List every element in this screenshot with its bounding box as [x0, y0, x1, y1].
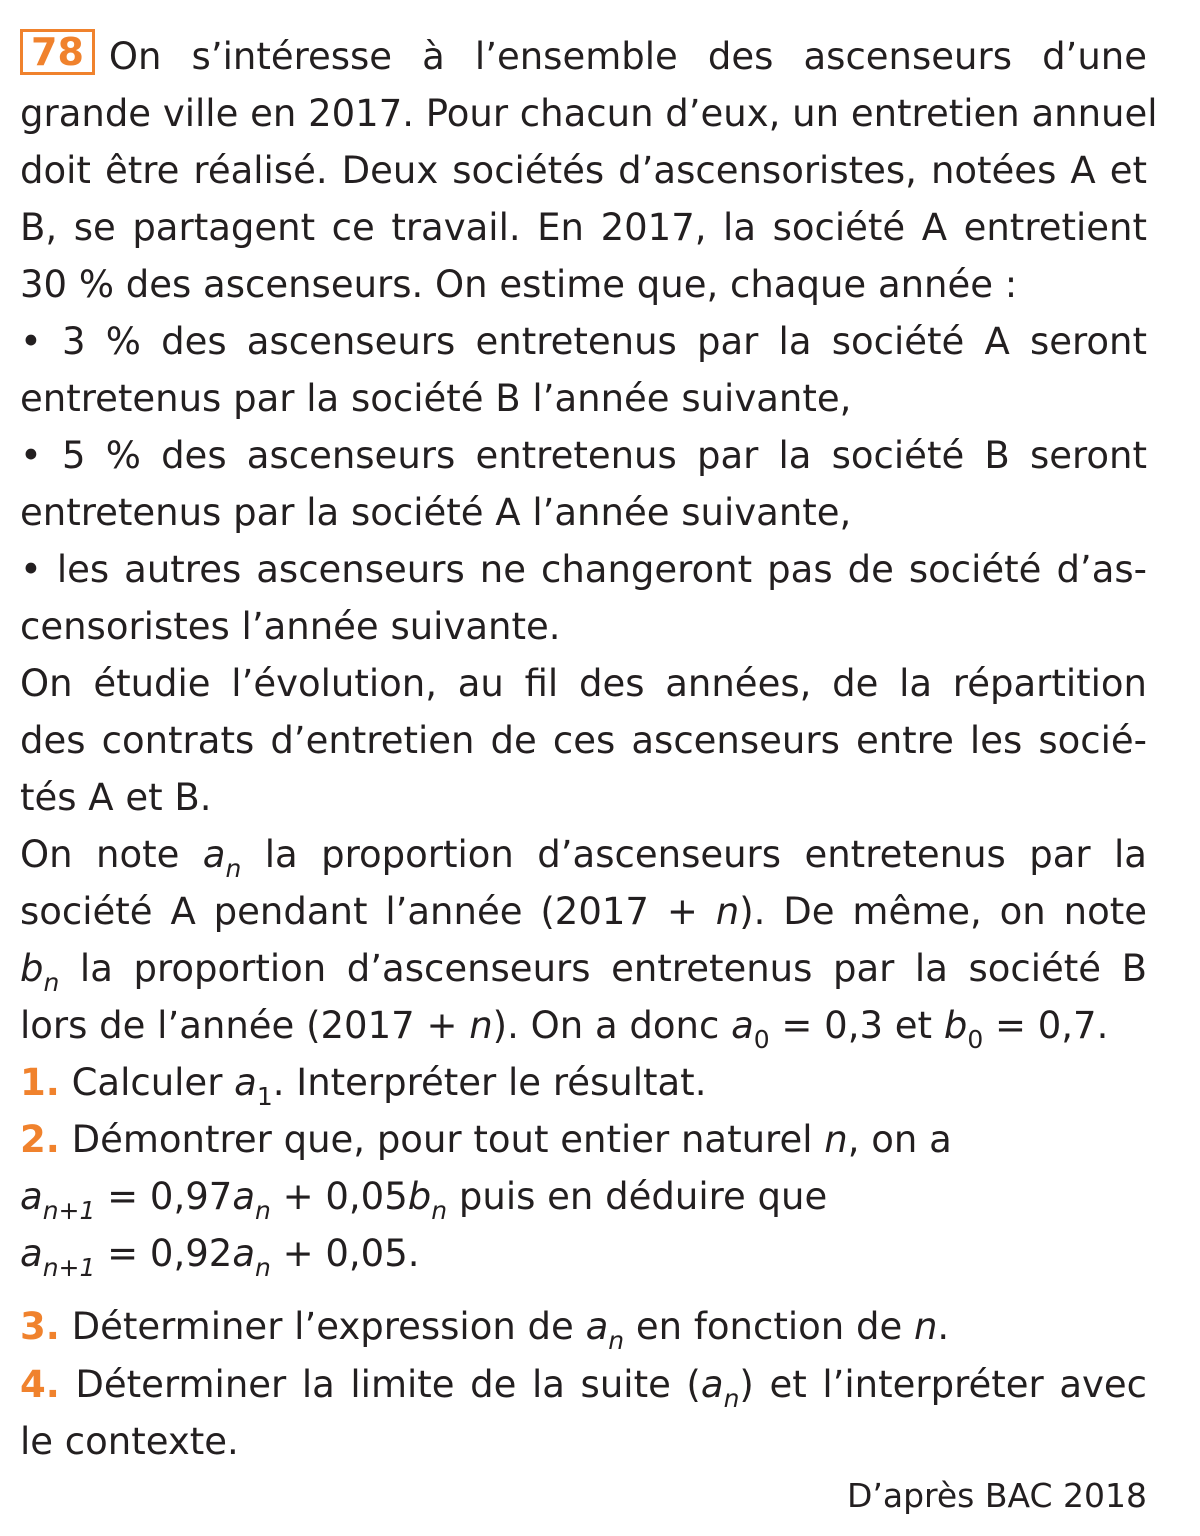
text-segment: n [469, 1004, 493, 1047]
text-segment: la proportion d’ascenseurs entretenus par la [241, 833, 1147, 876]
text-segment: = 0,97 [95, 1175, 233, 1218]
text-segment: + 0,05. [270, 1232, 420, 1275]
question-1 [20, 1054, 1147, 1111]
text-segment: a [234, 1061, 257, 1104]
bullet-2-line-2: entretenus par la société A l’année suivante, [20, 491, 852, 534]
text-segment: b [943, 1004, 968, 1047]
question-1-number: 1. [20, 1061, 60, 1104]
text-segment: b [20, 947, 44, 990]
notation-line-1 [20, 826, 1147, 883]
intro-line-1 [20, 28, 1147, 85]
text-segment: ). De même, on note [739, 890, 1147, 933]
text-segment: n [255, 1196, 271, 1225]
text-segment: + 0,05 [270, 1175, 408, 1218]
notation-line-4 [20, 997, 1147, 1054]
intro-line-5: 30 % des ascenseurs. On estime que, chaque année : [20, 263, 1018, 306]
text-segment: n [913, 1305, 938, 1348]
question-2-equation-1 [20, 1168, 1147, 1225]
text-segment: = 0,3 et [769, 1004, 944, 1047]
text-segment: , on a [847, 1118, 952, 1161]
text-segment: a [731, 1004, 754, 1047]
question-4-line-1 [20, 1356, 1147, 1413]
text-segment: . Interpréter le résultat. [272, 1061, 707, 1104]
text-segment: 1 [256, 1082, 273, 1111]
question-2-number: 2. [20, 1118, 60, 1161]
notation-line-3 [20, 940, 1147, 997]
source-attribution: D’après BAC 2018 [846, 1476, 1147, 1515]
text-segment: = 0,7. [983, 1004, 1109, 1047]
text-segment: n [225, 854, 242, 883]
text-segment: n+1 [42, 1253, 96, 1282]
question-3 [20, 1298, 1147, 1355]
text-segment: Démontrer que, pour tout entier naturel [59, 1118, 825, 1161]
text-segment: 0 [967, 1025, 984, 1054]
intro-line-2: grande ville en 2017. Pour chacun d’eux, un entretien annuel [20, 92, 1158, 135]
text-segment: Calculer [59, 1061, 235, 1104]
text-segment: Déterminer la limite de la suite ( [59, 1363, 701, 1406]
text-segment: n [824, 1118, 848, 1161]
text-segment: n [715, 890, 740, 933]
question-4-line-2: le contexte. [20, 1420, 239, 1463]
text-segment: n [255, 1253, 271, 1282]
text-segment: a [232, 1232, 255, 1275]
question-4-number: 4. [20, 1363, 60, 1406]
notation-line-2 [20, 883, 1147, 940]
intro-line-3: doit être réalisé. Deux sociétés d’ascensoristes, notées A et [20, 149, 1147, 192]
text-segment: n [608, 1326, 625, 1355]
text-segment: n+1 [42, 1196, 96, 1225]
text-segment: a [20, 1232, 43, 1275]
text-segment: puis en déduire que [447, 1175, 828, 1218]
text-segment: a [20, 1175, 43, 1218]
bullet-2-line-1: • 5 % des ascenseurs entretenus par la société B seront [20, 434, 1147, 477]
study-line-1: On étudie l’évolution, au fil des années, de la répartition [20, 662, 1147, 705]
question-2-equation-2 [20, 1225, 1147, 1282]
text-segment: ). On a donc [492, 1004, 732, 1047]
bullet-3-line-1: • les autres ascenseurs ne changeront pas de société d’as- [20, 548, 1147, 591]
text-segment: a [232, 1175, 255, 1218]
intro-line-4: B, se partagent ce travail. En 2017, la société A entretient [20, 206, 1147, 249]
text-segment: . [937, 1305, 950, 1348]
text-segment: n [723, 1384, 740, 1413]
text-segment: n [43, 968, 60, 997]
text-segment: a [202, 833, 226, 876]
exercise-number-badge: 78 [20, 29, 95, 75]
text-segment: On s’intéresse à l’ensemble des ascenseurs d’une [108, 35, 1147, 78]
text-segment: lors de l’année (2017 + [20, 1004, 470, 1047]
text-segment: 0 [753, 1025, 770, 1054]
study-line-3: tés A et B. [20, 776, 212, 819]
text-segment: en fonction de [624, 1305, 914, 1348]
bullet-1-line-1: • 3 % des ascenseurs entretenus par la société A seront [20, 320, 1147, 363]
study-line-2: des contrats d’entretien de ces ascenseurs entre les socié- [20, 719, 1147, 762]
text-segment: a [585, 1305, 609, 1348]
text-segment: n [431, 1196, 448, 1225]
text-segment: Déterminer l’expression de [59, 1305, 586, 1348]
question-3-number: 3. [20, 1305, 60, 1348]
text-segment: On note [20, 833, 203, 876]
text-segment: b [407, 1175, 432, 1218]
text-segment: a [700, 1363, 724, 1406]
bullet-3-line-2: censoristes l’année suivante. [20, 605, 561, 648]
text-segment: ) et l’interpréter avec [739, 1363, 1147, 1406]
text-segment: la proportion d’ascenseurs entretenus par la société B [59, 947, 1147, 990]
question-2-line-1 [20, 1111, 1147, 1168]
bullet-1-line-2: entretenus par la société B l’année suivante, [20, 377, 852, 420]
text-segment: société A pendant l’année (2017 + [20, 890, 716, 933]
text-segment: = 0,92 [95, 1232, 233, 1275]
